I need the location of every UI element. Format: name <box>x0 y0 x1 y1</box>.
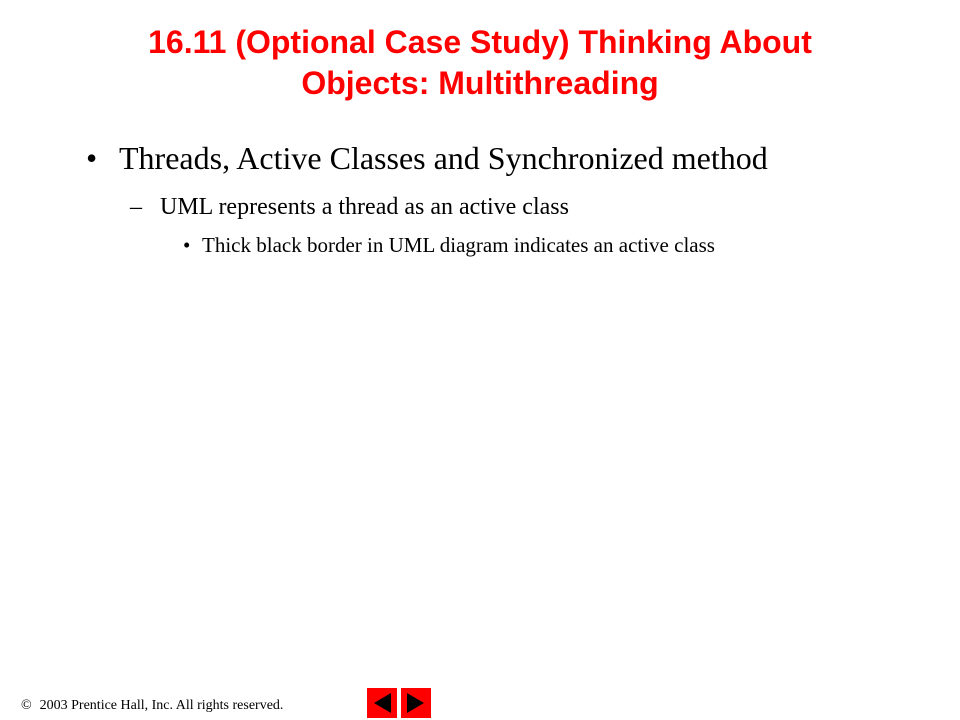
slide-title-line-2: Objects: Multithreading <box>301 65 659 101</box>
bullet-level-3-text: Thick black border in UML diagram indicates an active class <box>202 233 715 257</box>
bullet-dot-icon: • <box>86 140 98 176</box>
bullet-level-2-text: UML represents a thread as an active class <box>160 194 569 220</box>
bullet-level-2 <box>130 192 569 222</box>
previous-slide-button[interactable] <box>367 688 397 718</box>
bullet-dash-icon: – <box>130 194 142 220</box>
copyright-icon: © <box>21 698 32 713</box>
slide-title-line-1: 16.11 (Optional Case Study) Thinking About <box>148 24 812 60</box>
bullet-level-1 <box>86 138 768 178</box>
bullet-level-3 <box>183 231 715 259</box>
slide-title <box>40 22 920 104</box>
bullet-level-1-text: Threads, Active Classes and Synchronized method <box>119 140 768 176</box>
triangle-left-icon <box>367 688 397 718</box>
footer-copyright <box>21 697 283 715</box>
footer-text: 2003 Prentice Hall, Inc. All rights reserved. <box>39 698 284 713</box>
bullet-dot-icon: • <box>183 233 191 257</box>
triangle-right-icon <box>401 688 431 718</box>
next-slide-button[interactable] <box>401 688 431 718</box>
slide-navigation <box>367 688 435 718</box>
